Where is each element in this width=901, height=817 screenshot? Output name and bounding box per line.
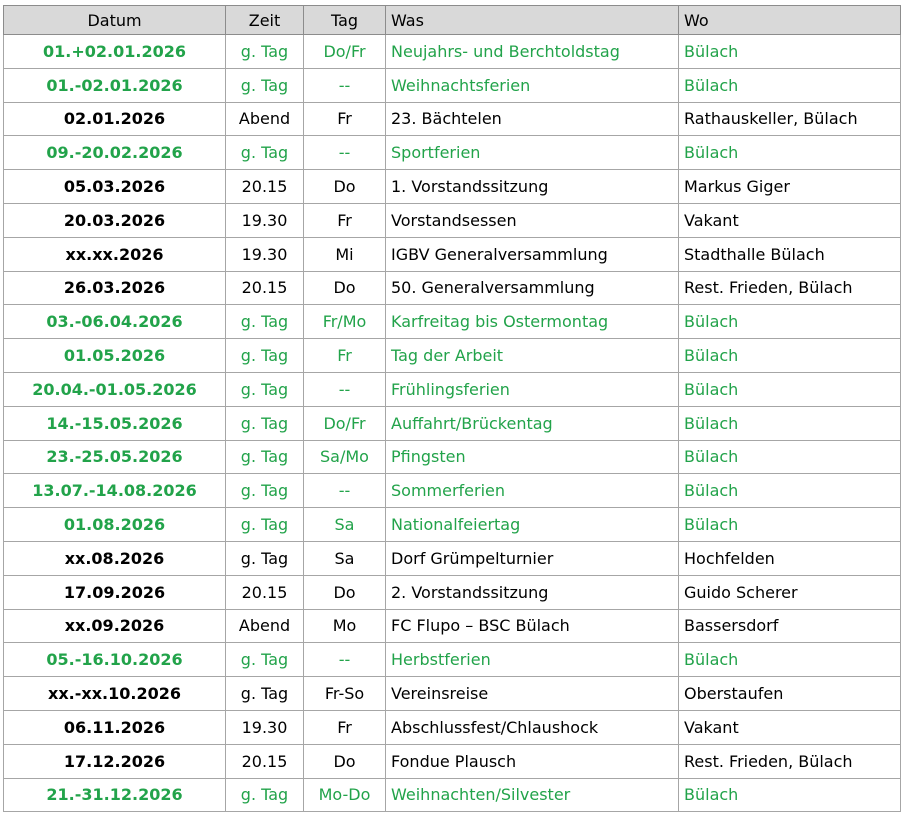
- table-row: [4, 508, 901, 542]
- cell-time: g. Tag: [226, 68, 304, 102]
- cell-date: 20.04.-01.05.2026: [4, 372, 226, 406]
- cell-where: Guido Scherer: [679, 575, 901, 609]
- table-row: [4, 609, 901, 643]
- cell-day: --: [304, 372, 386, 406]
- cell-what: 50. Generalversammlung: [386, 271, 679, 305]
- table-row: [4, 710, 901, 744]
- cell-what: IGBV Generalversammlung: [386, 237, 679, 271]
- cell-time: g. Tag: [226, 541, 304, 575]
- cell-where: Bassersdorf: [679, 609, 901, 643]
- cell-date: 01.05.2026: [4, 339, 226, 373]
- cell-where: Bülach: [679, 35, 901, 69]
- table-row: [4, 643, 901, 677]
- cell-time: g. Tag: [226, 508, 304, 542]
- header-time: Zeit: [226, 6, 304, 35]
- cell-where: Bülach: [679, 778, 901, 812]
- cell-date: xx.09.2026: [4, 609, 226, 643]
- cell-time: 20.15: [226, 271, 304, 305]
- cell-day: --: [304, 68, 386, 102]
- cell-day: Fr-So: [304, 677, 386, 711]
- cell-what: Auffahrt/Brückentag: [386, 406, 679, 440]
- cell-date: 13.07.-14.08.2026: [4, 474, 226, 508]
- cell-where: Vakant: [679, 710, 901, 744]
- cell-day: Do: [304, 271, 386, 305]
- cell-what: Neujahrs- und Berchtoldstag: [386, 35, 679, 69]
- cell-day: Sa/Mo: [304, 440, 386, 474]
- header-date: Datum: [4, 6, 226, 35]
- table-row: [4, 170, 901, 204]
- table-row: [4, 406, 901, 440]
- cell-time: 19.30: [226, 203, 304, 237]
- table-row: [4, 203, 901, 237]
- cell-what: 2. Vorstandssitzung: [386, 575, 679, 609]
- cell-time: 20.15: [226, 575, 304, 609]
- cell-what: Sommerferien: [386, 474, 679, 508]
- cell-date: 05.03.2026: [4, 170, 226, 204]
- cell-time: 19.30: [226, 237, 304, 271]
- cell-where: Oberstaufen: [679, 677, 901, 711]
- cell-where: Vakant: [679, 203, 901, 237]
- cell-what: Frühlingsferien: [386, 372, 679, 406]
- cell-where: Bülach: [679, 372, 901, 406]
- cell-where: Rest. Frieden, Bülach: [679, 744, 901, 778]
- cell-date: xx.-xx.10.2026: [4, 677, 226, 711]
- cell-where: Rathauskeller, Bülach: [679, 102, 901, 136]
- cell-where: Bülach: [679, 339, 901, 373]
- cell-where: Bülach: [679, 136, 901, 170]
- cell-what: Sportferien: [386, 136, 679, 170]
- header-what: Was: [386, 6, 679, 35]
- cell-time: 20.15: [226, 170, 304, 204]
- calendar-table-container: [3, 5, 901, 812]
- cell-where: Stadthalle Bülach: [679, 237, 901, 271]
- event-calendar-table: [3, 5, 901, 812]
- cell-what: Nationalfeiertag: [386, 508, 679, 542]
- table-row: [4, 778, 901, 812]
- cell-what: Weihnachten/Silvester: [386, 778, 679, 812]
- table-row: [4, 677, 901, 711]
- cell-date: xx.08.2026: [4, 541, 226, 575]
- cell-what: Pfingsten: [386, 440, 679, 474]
- table-row: [4, 575, 901, 609]
- cell-time: g. Tag: [226, 406, 304, 440]
- cell-date: 20.03.2026: [4, 203, 226, 237]
- table-row: [4, 339, 901, 373]
- cell-time: g. Tag: [226, 339, 304, 373]
- cell-what: Fondue Plausch: [386, 744, 679, 778]
- table-row: [4, 440, 901, 474]
- cell-date: 01.+02.01.2026: [4, 35, 226, 69]
- cell-time: g. Tag: [226, 305, 304, 339]
- cell-where: Hochfelden: [679, 541, 901, 575]
- cell-day: Do: [304, 170, 386, 204]
- cell-what: Karfreitag bis Ostermontag: [386, 305, 679, 339]
- cell-what: Vereinsreise: [386, 677, 679, 711]
- cell-date: xx.xx.2026: [4, 237, 226, 271]
- table-row: [4, 474, 901, 508]
- table-body: [4, 35, 901, 812]
- cell-day: --: [304, 474, 386, 508]
- cell-where: Bülach: [679, 406, 901, 440]
- table-row: [4, 305, 901, 339]
- cell-date: 23.-25.05.2026: [4, 440, 226, 474]
- cell-where: Bülach: [679, 643, 901, 677]
- cell-day: --: [304, 643, 386, 677]
- cell-date: 01.-02.01.2026: [4, 68, 226, 102]
- cell-day: Sa: [304, 541, 386, 575]
- cell-where: Rest. Frieden, Bülach: [679, 271, 901, 305]
- cell-day: Fr/Mo: [304, 305, 386, 339]
- cell-where: Bülach: [679, 474, 901, 508]
- cell-day: Do/Fr: [304, 406, 386, 440]
- table-row: [4, 35, 901, 69]
- cell-day: Sa: [304, 508, 386, 542]
- cell-day: Mo-Do: [304, 778, 386, 812]
- cell-what: Abschlussfest/Chlaushock: [386, 710, 679, 744]
- cell-time: g. Tag: [226, 677, 304, 711]
- cell-date: 26.03.2026: [4, 271, 226, 305]
- table-row: [4, 136, 901, 170]
- cell-time: g. Tag: [226, 136, 304, 170]
- table-row: [4, 271, 901, 305]
- cell-time: g. Tag: [226, 778, 304, 812]
- cell-day: Fr: [304, 710, 386, 744]
- table-row: [4, 68, 901, 102]
- cell-day: --: [304, 136, 386, 170]
- cell-date: 05.-16.10.2026: [4, 643, 226, 677]
- cell-what: Weihnachtsferien: [386, 68, 679, 102]
- cell-time: Abend: [226, 102, 304, 136]
- cell-time: g. Tag: [226, 372, 304, 406]
- cell-date: 03.-06.04.2026: [4, 305, 226, 339]
- header-where: Wo: [679, 6, 901, 35]
- table-row: [4, 744, 901, 778]
- cell-what: 1. Vorstandssitzung: [386, 170, 679, 204]
- cell-day: Do: [304, 744, 386, 778]
- header-day: Tag: [304, 6, 386, 35]
- cell-date: 01.08.2026: [4, 508, 226, 542]
- cell-time: 20.15: [226, 744, 304, 778]
- cell-date: 17.09.2026: [4, 575, 226, 609]
- cell-date: 09.-20.02.2026: [4, 136, 226, 170]
- cell-day: Do/Fr: [304, 35, 386, 69]
- cell-date: 14.-15.05.2026: [4, 406, 226, 440]
- cell-day: Fr: [304, 102, 386, 136]
- cell-where: Bülach: [679, 68, 901, 102]
- table-header-row: [4, 6, 901, 35]
- cell-time: g. Tag: [226, 440, 304, 474]
- cell-what: Dorf Grümpelturnier: [386, 541, 679, 575]
- cell-time: g. Tag: [226, 474, 304, 508]
- cell-what: Vorstandsessen: [386, 203, 679, 237]
- cell-where: Bülach: [679, 305, 901, 339]
- cell-date: 21.-31.12.2026: [4, 778, 226, 812]
- cell-what: FC Flupo – BSC Bülach: [386, 609, 679, 643]
- cell-time: g. Tag: [226, 643, 304, 677]
- cell-time: g. Tag: [226, 35, 304, 69]
- cell-day: Mo: [304, 609, 386, 643]
- cell-day: Fr: [304, 203, 386, 237]
- table-row: [4, 102, 901, 136]
- cell-date: 06.11.2026: [4, 710, 226, 744]
- cell-where: Bülach: [679, 508, 901, 542]
- cell-day: Do: [304, 575, 386, 609]
- cell-what: 23. Bächtelen: [386, 102, 679, 136]
- cell-time: 19.30: [226, 710, 304, 744]
- cell-time: Abend: [226, 609, 304, 643]
- table-row: [4, 237, 901, 271]
- cell-what: Herbstferien: [386, 643, 679, 677]
- cell-date: 02.01.2026: [4, 102, 226, 136]
- table-row: [4, 372, 901, 406]
- cell-day: Fr: [304, 339, 386, 373]
- cell-where: Bülach: [679, 440, 901, 474]
- cell-what: Tag der Arbeit: [386, 339, 679, 373]
- cell-day: Mi: [304, 237, 386, 271]
- table-row: [4, 541, 901, 575]
- cell-where: Markus Giger: [679, 170, 901, 204]
- cell-date: 17.12.2026: [4, 744, 226, 778]
